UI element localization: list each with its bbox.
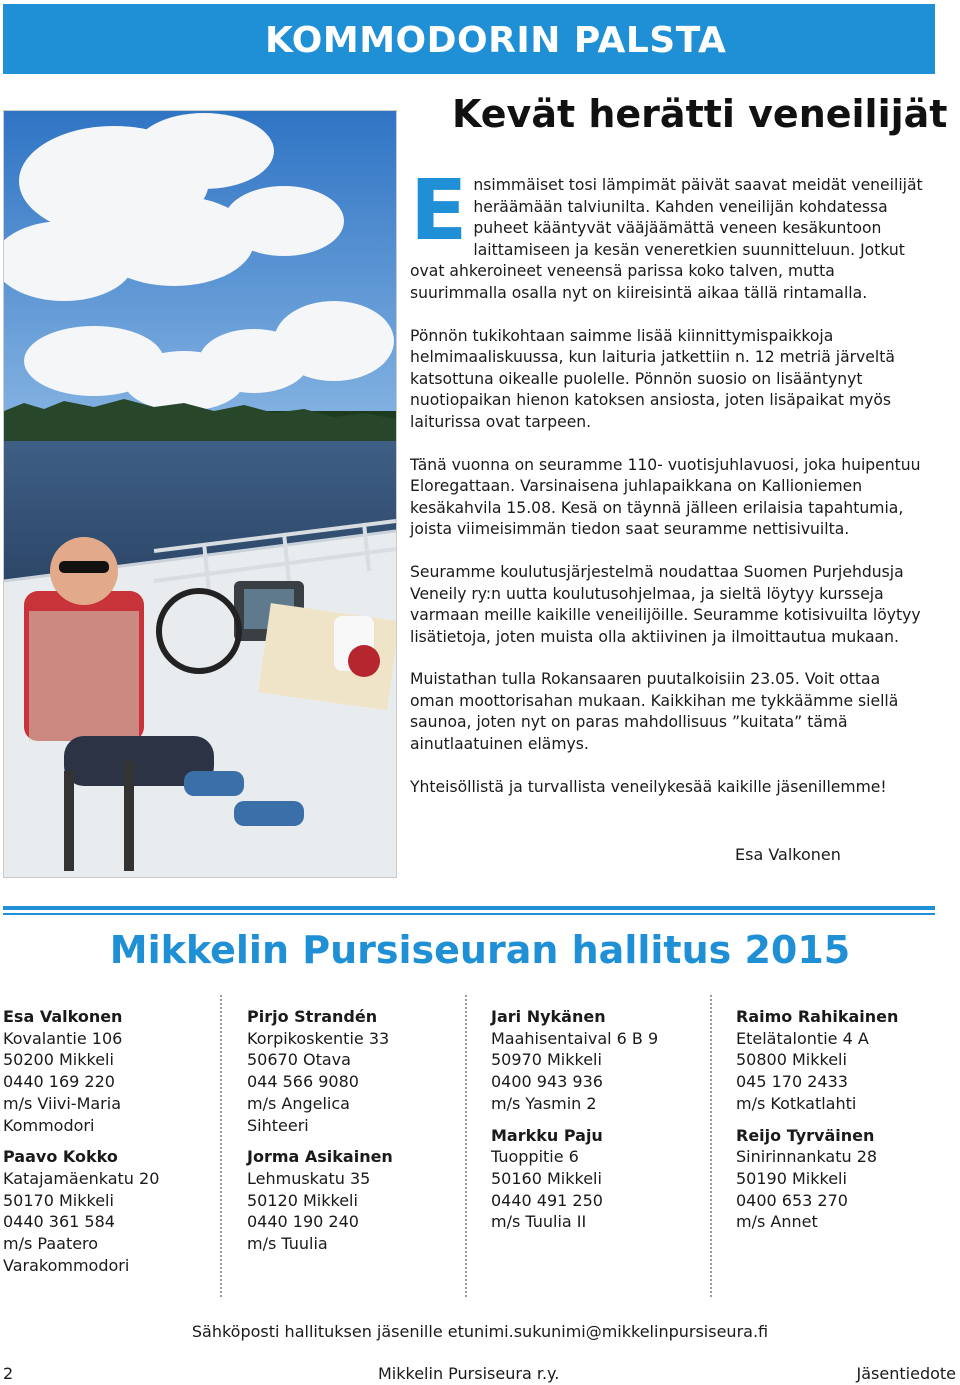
section-divider	[3, 906, 935, 910]
member-name: Reijo Tyrväinen	[736, 1125, 875, 1145]
member-line: Sihteeri	[247, 1115, 309, 1135]
member-line: 50670 Otava	[247, 1050, 351, 1070]
member-card	[247, 1006, 477, 1136]
member-line: Etelätalontie 4 A	[736, 1028, 869, 1048]
member-line: Katajamäenkatu 20	[3, 1168, 160, 1188]
member-card	[736, 1006, 960, 1115]
member-line: Tuoppitie 6	[491, 1147, 579, 1167]
member-name: Markku Paju	[491, 1125, 603, 1145]
member-line: Kovalantie 106	[3, 1028, 123, 1048]
member-line: 0400 653 270	[736, 1190, 848, 1210]
member-line: 50170 Mikkeli	[3, 1190, 114, 1210]
member-name: Jari Nykänen	[491, 1007, 606, 1026]
member-name: Raimo Rahikainen	[736, 1007, 899, 1026]
member-line: 50120 Mikkeli	[247, 1190, 358, 1210]
member-line: 045 170 2433	[736, 1072, 848, 1092]
member-card	[3, 1006, 233, 1136]
member-card	[491, 1125, 721, 1234]
member-line: m/s Viivi-Maria	[3, 1093, 122, 1113]
footer-publisher: Mikkelin Pursiseura r.y.	[378, 1364, 560, 1383]
article-signature: Esa Valkonen	[735, 845, 841, 864]
member-line: Varakommodori	[3, 1255, 130, 1275]
drop-cap: E	[410, 161, 468, 259]
footer-publication: Jäsentiedote	[856, 1364, 956, 1383]
article-title: Kevät herätti veneilijät	[452, 92, 948, 136]
member-line: 0440 169 220	[3, 1072, 115, 1092]
article-paragraph: Pönnön tukikohtaan saimme lisää kiinnittymispaikkoja helmimaaliskuussa, kun laituria jatkettiin n. 12 metriä järveltä katsottuna oikealle puolelle. Pönnön suosio on lisääntynyt nuotiopaikan hienon katoksen ansiosta, joten lisäpaikat myös laiturissa ovat tarpeen.	[410, 326, 895, 431]
article-paragraph: Ensimmäiset tosi lämpimät päivät saavat meidät veneilijät heräämään talviunilta. Kahden veneilijän kohdatessa puheet kääntyvät vääjäämättä veneen kesäkuntoon laittamiseen ja kesän veneretkien suunnitteluun. Jotkut ovat ahkeroineet veneensä parissa koko talven, mutta suurimmalla osalla nyt on kiireisintä aikaa tällä rintamalla.	[410, 161, 923, 302]
header-banner	[3, 4, 935, 74]
board-column	[247, 1006, 477, 1265]
member-line: m/s Angelica	[247, 1093, 350, 1113]
member-card	[3, 1146, 233, 1276]
member-line: m/s Paatero	[3, 1234, 99, 1254]
banner-title: KOMMODORIN PALSTA	[265, 20, 727, 61]
member-line: Lehmuskatu 35	[247, 1168, 371, 1188]
board-column	[736, 1006, 960, 1243]
member-name: Paavo Kokko	[3, 1147, 118, 1167]
member-line: Sinirinnankatu 28	[736, 1147, 878, 1167]
board-column	[491, 1006, 721, 1243]
member-card	[491, 1006, 721, 1115]
member-line: m/s Kotkatlahti	[736, 1093, 857, 1113]
member-line: Korpikoskentie 33	[247, 1028, 390, 1048]
member-line: m/s Tuulia	[247, 1234, 328, 1254]
article-paragraph: Muistathan tulla Rokansaaren puutalkoisiin 23.05. Voit ottaa oman moottorisahan mukaan. Kaikkihan me tykkäämme siellä saunoa, joten nyt on paras mahdollisuus ”kuitata” tämä ainutlaatuinen elämys.	[410, 670, 899, 754]
member-line: 0440 190 240	[247, 1212, 359, 1232]
member-line: 0440 491 250	[491, 1190, 603, 1210]
board-column	[3, 1006, 233, 1286]
member-line: 50800 Mikkeli	[736, 1050, 847, 1070]
member-name: Esa Valkonen	[3, 1007, 123, 1026]
member-line: 50970 Mikkeli	[491, 1050, 602, 1070]
member-line: m/s Yasmin 2	[491, 1093, 597, 1113]
member-line: 044 566 9080	[247, 1072, 359, 1092]
member-line: 50200 Mikkeli	[3, 1050, 114, 1070]
member-line: Maahisentaival 6 B 9	[491, 1028, 659, 1048]
member-card	[247, 1146, 477, 1255]
article-photo	[3, 110, 397, 878]
member-line: m/s Tuulia II	[491, 1212, 587, 1232]
article-body	[410, 161, 928, 819]
member-line: 0440 361 584	[3, 1212, 115, 1232]
member-card	[736, 1125, 960, 1234]
page-number: 2	[3, 1364, 14, 1383]
member-line: 50190 Mikkeli	[736, 1168, 847, 1188]
member-line: 0400 943 936	[491, 1072, 603, 1092]
board-title: Mikkelin Pursiseuran hallitus 2015	[109, 928, 851, 972]
member-line: 50160 Mikkeli	[491, 1168, 602, 1188]
section-divider-thin	[3, 913, 935, 915]
article-paragraph: Tänä vuonna on seuramme 110- vuotisjuhlavuosi, joka huipentuu Eloregattaan. Varsinaisena juhlapaikkana on Kallioniemen kesäkahvila 15.08. Kesä on täynnä jälleen erilaisia tapahtumia, joista viimeisimmän tiedon saat seuramme nettisivuilta.	[410, 455, 921, 539]
member-name: Jorma Asikainen	[247, 1147, 393, 1167]
member-name: Pirjo Strandén	[247, 1007, 378, 1026]
member-line: m/s Annet	[736, 1212, 818, 1232]
article-paragraph: Yhteisöllistä ja turvallista veneilykesää kaikille jäsenillemme!	[410, 777, 887, 796]
article-paragraph: Seuramme koulutusjärjestelmä noudattaa Suomen Purjehdusja Veneily ry:n uutta koulutusohjelmaa, ja sieltä löytyy kursseja varmaan meille kaikille veneilijöille. Seuramme kotisivuilta löytyy lisätietoja, joten muista olla aktiivinen ja ilmoittautua mukaan.	[410, 562, 921, 646]
member-line: Kommodori	[3, 1115, 95, 1135]
email-note: Sähköposti hallituksen jäsenille etunimi.sukunimi@mikkelinpursiseura.fi	[191, 1322, 769, 1341]
